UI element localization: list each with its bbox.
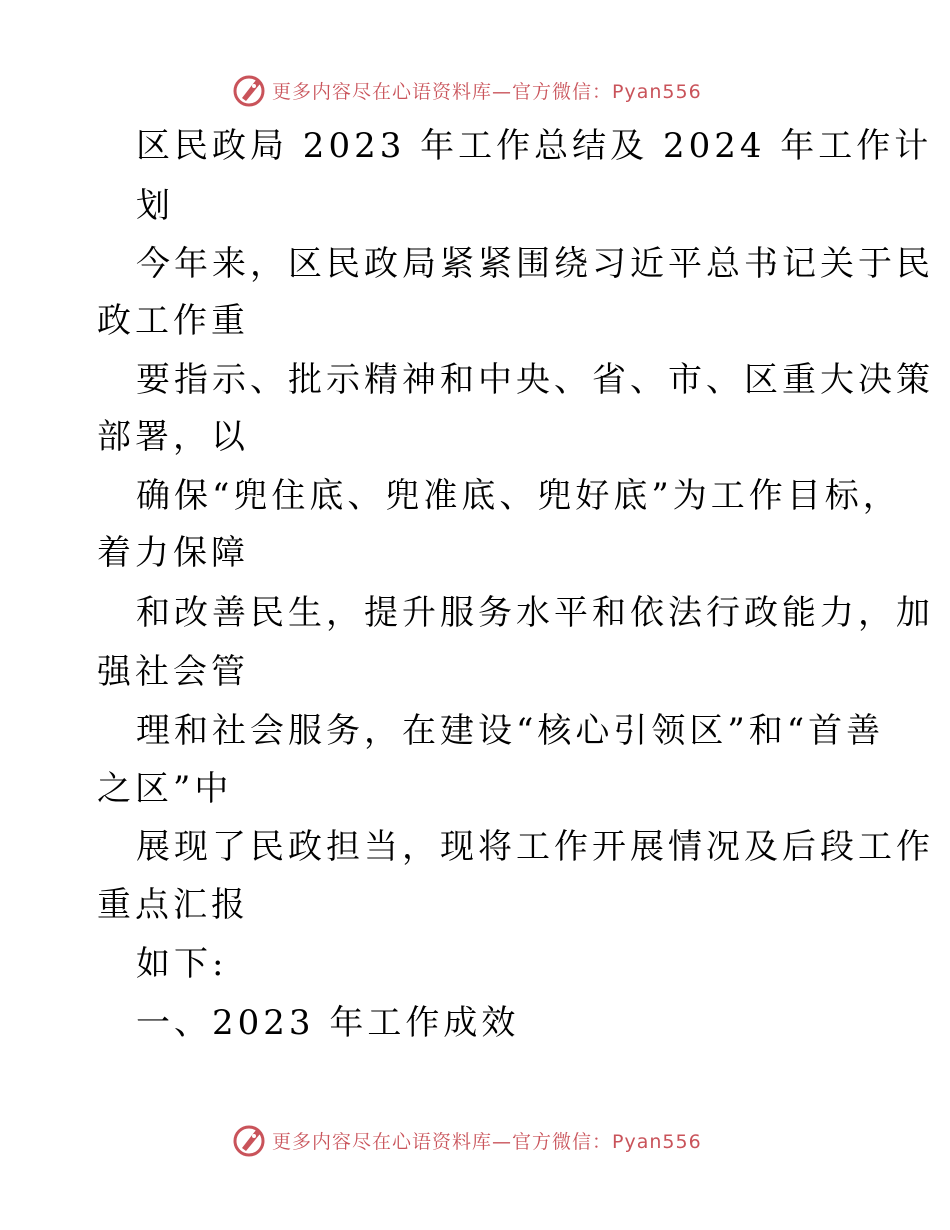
paragraph-line: 今年来，区民政局紧紧围绕习近平总书记关于民: [136, 244, 934, 284]
paragraph-line: 强社会管: [97, 652, 249, 692]
paragraph-line: 之区”中: [97, 769, 233, 809]
paragraph-line: 展现了民政担当，现将工作开展情况及后段工作: [136, 827, 934, 867]
paragraph-line: 理和社会服务，在建设“核心引领区”和“首善: [136, 711, 885, 751]
header-banner: [232, 70, 712, 110]
document-title-line-2: 划: [136, 186, 174, 226]
paragraph-line: 要指示、批示精神和中央、省、市、区重大决策: [136, 360, 934, 400]
paragraph-line: 确保“兜住底、兜准底、兜好底”为工作目标，: [136, 476, 901, 516]
footer-banner-text: 更多内容尽在心语资料库—官方微信：Pyan556: [272, 1130, 702, 1153]
paragraph-line: 和改善民生，提升服务水平和依法行政能力，加: [136, 593, 934, 633]
paragraph-line: 如下:: [136, 944, 228, 984]
paragraph-line: 重点汇报: [97, 885, 249, 925]
pen-nib-logo-icon: [232, 72, 268, 108]
section-heading: 一、2023 年工作成效: [136, 1003, 520, 1043]
footer-banner: [232, 1120, 712, 1160]
paragraph-line: 着力保障: [97, 533, 249, 573]
header-banner-text: 更多内容尽在心语资料库—官方微信：Pyan556: [272, 80, 702, 103]
document-title-line-1: 区民政局 2023 年工作总结及 2024 年工作计: [136, 126, 933, 166]
paragraph-line: 部署，以: [97, 417, 249, 457]
pen-nib-logo-icon: [232, 1122, 268, 1158]
paragraph-line: 政工作重: [97, 301, 249, 341]
